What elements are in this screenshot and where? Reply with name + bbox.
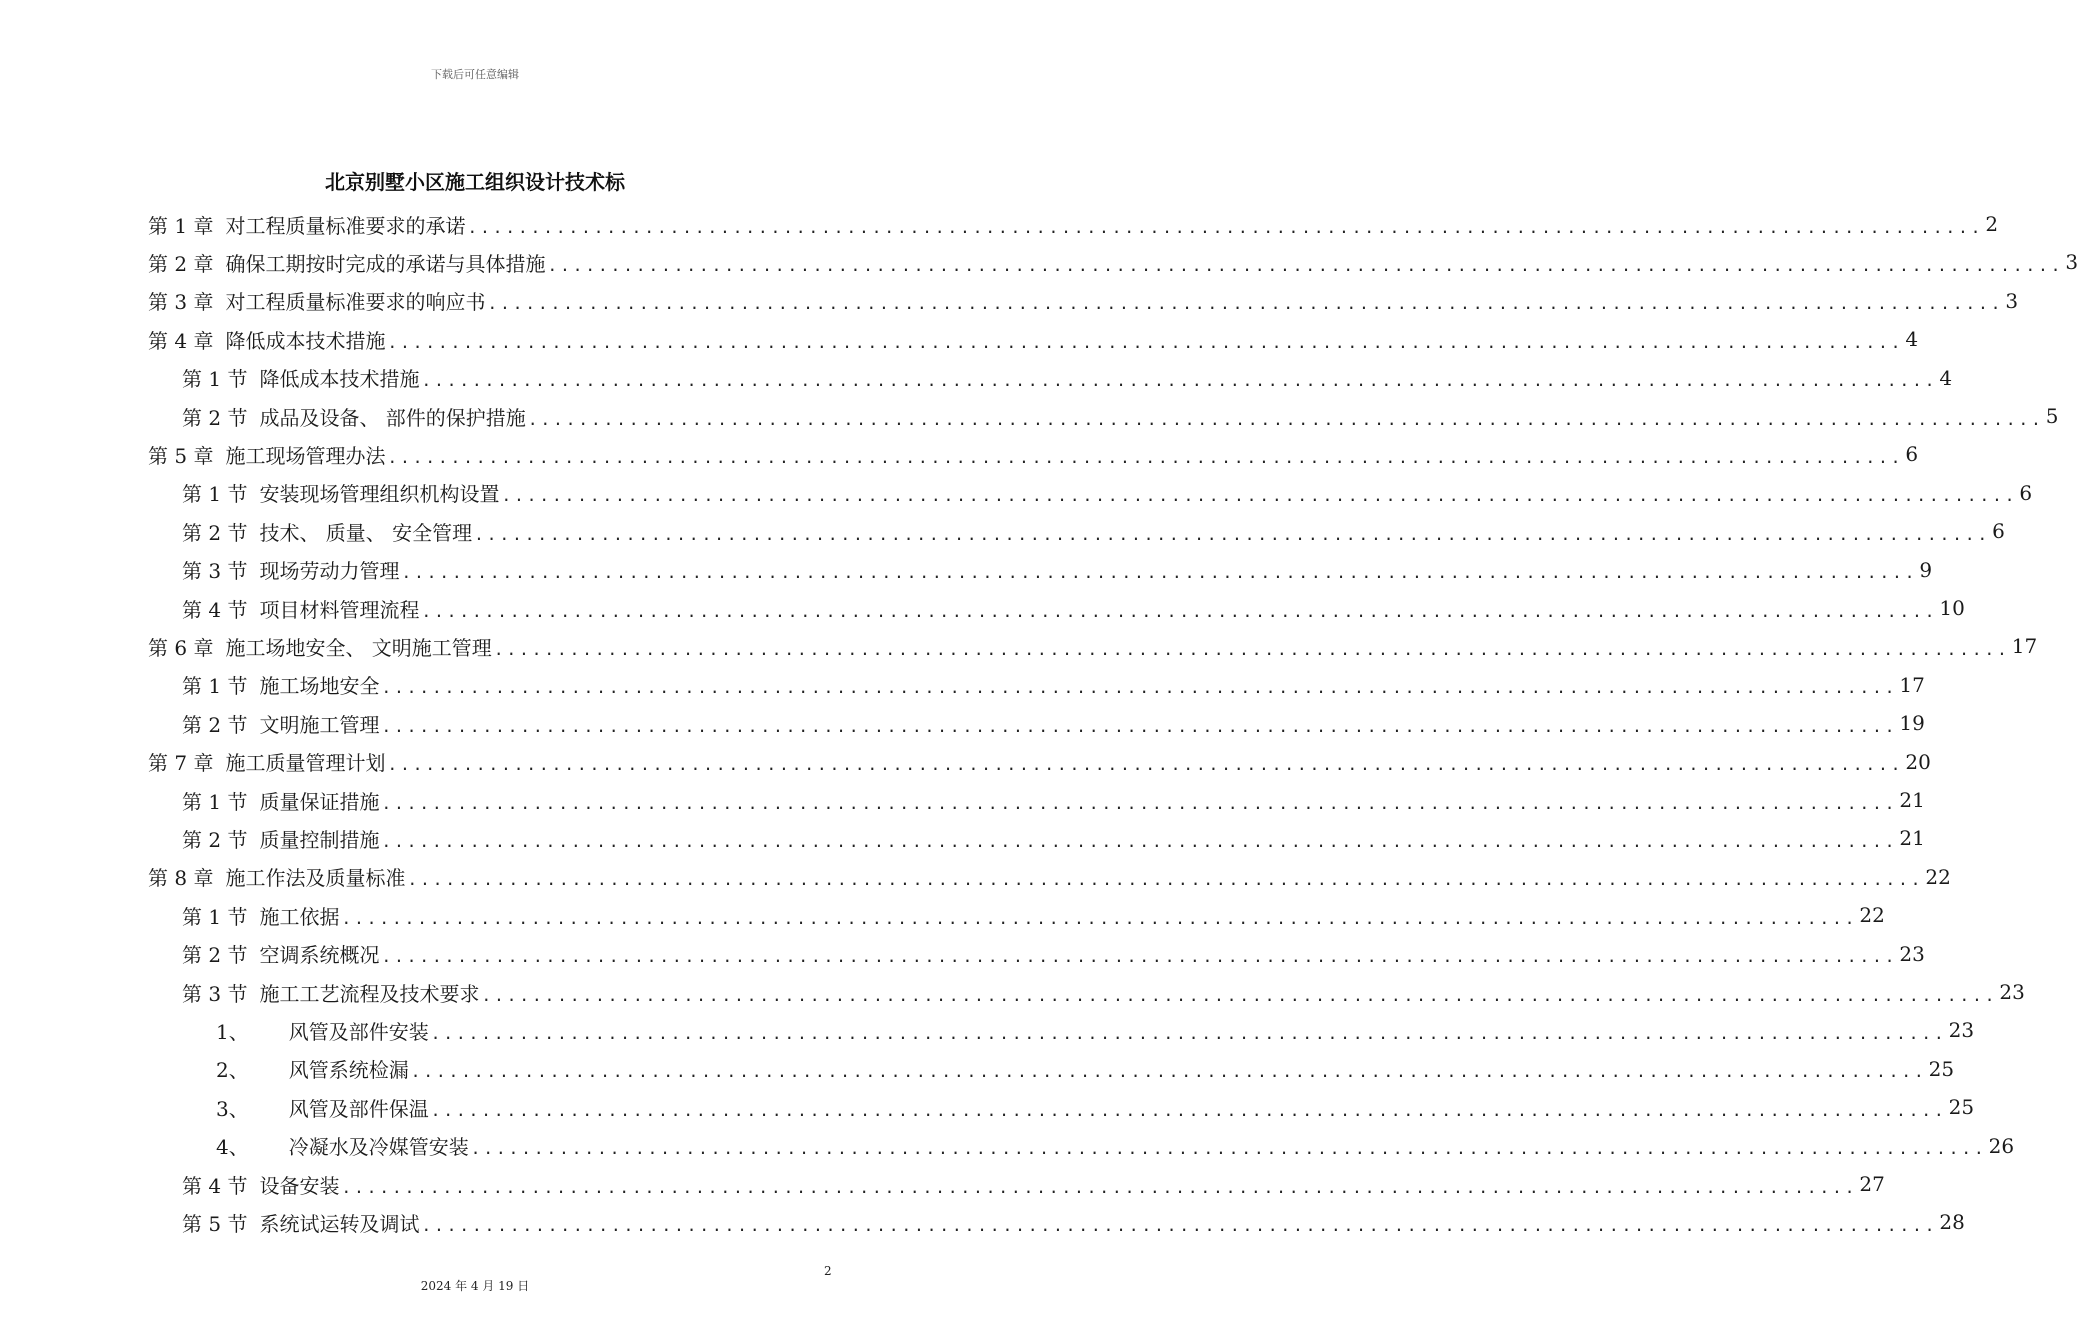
toc-entry-number: 第 3 章 <box>148 290 214 315</box>
toc-entry-label <box>182 1170 339 1199</box>
toc-entry-number: 第 2 节 <box>182 943 248 968</box>
toc-dot-leader: ........................................................................................................................ <box>421 371 1938 391</box>
toc-entry-page: 19 <box>1899 711 1925 736</box>
toc-entry-label <box>148 862 405 891</box>
toc-entry-title: 施工依据 <box>259 904 340 929</box>
toc-dot-leader: ........................................................................................................................ <box>421 1215 1938 1235</box>
toc-dot-leader: ........................................................................................................................ <box>430 1023 1947 1043</box>
toc-entry-number: 第 4 章 <box>148 328 214 353</box>
toc-entry-label <box>182 670 379 699</box>
toc-dot-leader: ........................................................................................................................ <box>381 793 1898 813</box>
toc-entry-label <box>216 1016 429 1045</box>
toc-dot-leader: ........................................................................................................................ <box>381 947 1898 967</box>
toc-entry-page: 28 <box>1939 1210 1965 1235</box>
toc-entry[interactable] <box>216 1011 1975 1049</box>
toc-entry-page: 10 <box>1939 596 1965 620</box>
toc-entry[interactable] <box>148 205 1999 243</box>
toc-entry-title: 对工程质量标准要求的承诺 <box>225 213 466 238</box>
page-header: 下载后可任意编辑 <box>431 68 519 81</box>
toc-entry-title: 施工作法及质量标准 <box>225 866 406 891</box>
page-number: 2 <box>824 1264 832 1278</box>
toc-entry-number: 第 2 节 <box>182 520 248 545</box>
toc-entry[interactable] <box>182 1203 1965 1241</box>
toc-entry-title: 技术、 质量、 安全管理 <box>259 520 473 545</box>
toc-entry-number: 第 1 章 <box>148 213 214 238</box>
toc-dot-leader: ........................................................................................................................ <box>387 755 1904 775</box>
toc-entry-label <box>148 210 465 239</box>
toc-entry-page: 4 <box>1939 365 1953 390</box>
toc-entry[interactable] <box>148 282 2019 320</box>
toc-dot-leader: ........................................................................................................................ <box>501 486 2018 506</box>
toc-entry-number: 第 2 节 <box>182 827 248 852</box>
toc-entry-title: 风管及部件保温 <box>288 1096 429 1121</box>
toc-dot-leader: ........................................................................................................................ <box>387 447 1904 467</box>
toc-entry-title: 成品及设备、 部件的保护措施 <box>259 405 526 430</box>
toc-entry-label <box>148 248 545 277</box>
toc-dot-leader: ........................................................................................................................ <box>481 985 1998 1005</box>
toc-dot-leader: ........................................................................................................................ <box>341 1177 1858 1197</box>
toc-entry-title: 项目材料管理流程 <box>259 597 420 622</box>
toc-entry-label <box>182 709 379 738</box>
toc-entry-title: 质量控制措施 <box>259 827 380 852</box>
toc-entry-title: 施工工艺流程及技术要求 <box>259 981 480 1006</box>
toc-entry-label <box>182 594 419 623</box>
toc-entry-title: 现场劳动力管理 <box>259 559 400 584</box>
toc-entry-label <box>182 939 379 968</box>
toc-entry[interactable] <box>148 320 1919 358</box>
toc-dot-leader: ........................................................................................................................ <box>470 1139 1987 1159</box>
page-footer-date: 2024 年 4 月 19 日 <box>420 1279 530 1293</box>
toc-entry[interactable] <box>182 474 2033 512</box>
toc-dot-leader: ........................................................................................................................ <box>467 217 1984 237</box>
toc-entry-number: 第 4 节 <box>182 1173 248 1198</box>
toc-dot-leader: ........................................................................................................................ <box>474 524 1991 544</box>
toc-entry-title: 确保工期按时完成的承诺与具体措施 <box>225 251 546 276</box>
toc-dot-leader: ........................................................................................................................ <box>381 831 1898 851</box>
toc-entry-title: 系统试运转及调试 <box>259 1211 420 1236</box>
toc-entry-title: 施工质量管理计划 <box>225 751 386 776</box>
toc-dot-leader: ........................................................................................................................ <box>493 639 2010 659</box>
toc-entry-title: 安装现场管理组织机构设置 <box>259 482 500 507</box>
toc-entry-page: 26 <box>1988 1133 2015 1158</box>
toc-entry-number: 3、 <box>216 1096 249 1121</box>
toc-entry-page: 20 <box>1905 749 1931 774</box>
toc-entry-title: 施工现场管理办法 <box>225 443 386 468</box>
toc-entry-page: 25 <box>1948 1095 1975 1120</box>
toc-entry-number: 第 6 章 <box>148 635 214 660</box>
toc-entry[interactable] <box>182 666 1925 704</box>
toc-entry-number: 第 1 节 <box>182 674 248 699</box>
toc-dot-leader: ........................................................................................................................ <box>381 716 1898 736</box>
toc-entry-title: 质量保证措施 <box>259 789 380 814</box>
toc-entry-page: 3 <box>2065 250 2078 275</box>
toc-entry-title: 冷凝水及冷媒管安装 <box>288 1135 469 1160</box>
toc-entry-label <box>182 978 479 1007</box>
toc-entry[interactable] <box>148 858 1951 896</box>
toc-entry-page: 25 <box>1928 1056 1955 1081</box>
toc-entry[interactable] <box>182 512 2005 550</box>
toc-entry-page: 21 <box>1899 826 1925 851</box>
toc-entry[interactable] <box>182 589 1965 627</box>
toc-entry[interactable] <box>148 627 2038 665</box>
toc-dot-leader: ........................................................................................................................ <box>401 563 1918 583</box>
toc-entry-title: 对工程质量标准要求的响应书 <box>225 290 486 315</box>
toc-entry-number: 4、 <box>216 1135 249 1160</box>
toc-entry-label <box>148 747 385 776</box>
toc-entry-number: 第 2 节 <box>182 712 248 737</box>
toc-dot-leader: ........................................................................................................................ <box>547 255 2064 275</box>
toc-entry-page: 6 <box>1905 442 1919 467</box>
toc-entry[interactable] <box>182 973 2025 1011</box>
toc-dot-leader: ........................................................................................................................ <box>527 409 2044 429</box>
toc-entry-title: 降低成本技术措施 <box>225 328 386 353</box>
toc-entry-number: 2、 <box>216 1058 249 1083</box>
toc-entry[interactable] <box>182 397 2059 435</box>
toc-entry[interactable] <box>182 781 1925 819</box>
toc-entry-label <box>148 440 385 469</box>
toc-entry[interactable] <box>148 743 1931 781</box>
toc-entry-title: 空调系统概况 <box>259 943 380 968</box>
toc-dot-leader: ........................................................................................................................ <box>341 908 1858 928</box>
toc-entry-number: 第 3 节 <box>182 981 248 1006</box>
toc-entry-page: 22 <box>1859 903 1885 928</box>
toc-entry[interactable] <box>182 896 1885 934</box>
toc-entry[interactable] <box>216 1127 2015 1165</box>
toc-entry-title: 设备安装 <box>259 1173 340 1198</box>
toc-entry[interactable] <box>182 1165 1885 1203</box>
toc-entry[interactable] <box>216 1050 1955 1088</box>
toc-entry[interactable] <box>182 819 1925 857</box>
toc-entry-number: 第 5 节 <box>182 1211 248 1236</box>
toc-entry[interactable] <box>182 551 1933 589</box>
toc-entry-number: 第 3 节 <box>182 559 248 584</box>
toc-dot-leader: ........................................................................................................................ <box>407 870 1924 890</box>
toc-entry-number: 第 1 节 <box>182 367 248 392</box>
toc-entry-label <box>182 555 399 584</box>
toc-entry-title: 施工场地安全 <box>259 674 380 699</box>
toc-dot-leader: ........................................................................................................................ <box>430 1100 1947 1120</box>
toc-entry-label <box>148 325 385 354</box>
toc-entry-page: 6 <box>2019 480 2033 505</box>
toc-entry-page: 2 <box>1985 212 1999 236</box>
toc-entry-number: 1、 <box>216 1019 249 1044</box>
toc-entry-number: 第 2 章 <box>148 251 214 276</box>
toc-entry-label <box>182 363 419 392</box>
toc-entry-number: 第 5 章 <box>148 443 214 468</box>
toc-entry-number: 第 1 节 <box>182 904 248 929</box>
toc-dot-leader: ........................................................................................................................ <box>381 678 1898 698</box>
toc-dot-leader: ........................................................................................................................ <box>421 601 1938 621</box>
toc-entry-label <box>182 786 379 815</box>
toc-entry[interactable] <box>182 704 1925 742</box>
toc-entry-page: 4 <box>1905 327 1919 352</box>
toc-entry[interactable] <box>148 243 2078 281</box>
toc-entry-title: 风管及部件安装 <box>288 1019 429 1044</box>
toc-entry-page: 23 <box>1899 941 1925 966</box>
toc-entry[interactable] <box>148 435 1919 473</box>
toc-entry-label <box>182 517 472 546</box>
toc-entry-label <box>182 824 379 853</box>
toc-entry-page: 5 <box>2045 404 2059 428</box>
toc-entry-label <box>216 1131 469 1160</box>
document-title: 北京别墅小区施工组织设计技术标 <box>325 170 625 194</box>
toc-entry-label <box>216 1093 429 1122</box>
toc-entry-title: 文明施工管理 <box>259 712 380 737</box>
toc-entry-page: 23 <box>1999 980 2025 1004</box>
toc-entry-number: 第 4 节 <box>182 597 248 622</box>
toc-entry-label <box>182 901 339 930</box>
toc-entry-page: 17 <box>1899 672 1925 697</box>
toc-dot-leader: ........................................................................................................................ <box>487 294 2004 314</box>
toc-entry[interactable] <box>182 935 1925 973</box>
toc-entry-title: 风管系统检漏 <box>288 1058 409 1083</box>
toc-entry-label <box>182 1208 419 1237</box>
toc-dot-leader: ........................................................................................................................ <box>410 1062 1927 1082</box>
toc-entry-page: 22 <box>1925 864 1951 889</box>
toc-entry[interactable] <box>182 359 1953 397</box>
toc-entry-number: 第 1 节 <box>182 482 248 507</box>
toc-entry-title: 施工场地安全、 文明施工管理 <box>225 635 492 660</box>
toc-entry-number: 第 1 节 <box>182 789 248 814</box>
toc-entry-label <box>216 1054 409 1083</box>
toc-entry-title: 降低成本技术措施 <box>259 367 420 392</box>
toc-dot-leader: ........................................................................................................................ <box>387 332 1904 352</box>
toc-entry-page: 3 <box>2005 288 2019 313</box>
toc-entry-label <box>182 478 499 507</box>
toc-entry-page: 21 <box>1899 788 1925 812</box>
toc-entry-page: 27 <box>1859 1172 1885 1196</box>
toc-entry-label <box>148 632 492 661</box>
toc-entry-number: 第 8 章 <box>148 866 214 891</box>
toc-entry-label <box>148 286 485 315</box>
toc-entry-page: 23 <box>1948 1018 1975 1043</box>
toc-entry[interactable] <box>216 1088 1975 1126</box>
toc-entry-page: 17 <box>2011 634 2038 659</box>
toc-entry-number: 第 2 节 <box>182 405 248 430</box>
toc-entry-number: 第 7 章 <box>148 751 214 776</box>
toc-entry-page: 9 <box>1919 557 1933 582</box>
toc-entry-page: 6 <box>1992 519 2005 544</box>
toc-entry-label <box>182 402 526 431</box>
